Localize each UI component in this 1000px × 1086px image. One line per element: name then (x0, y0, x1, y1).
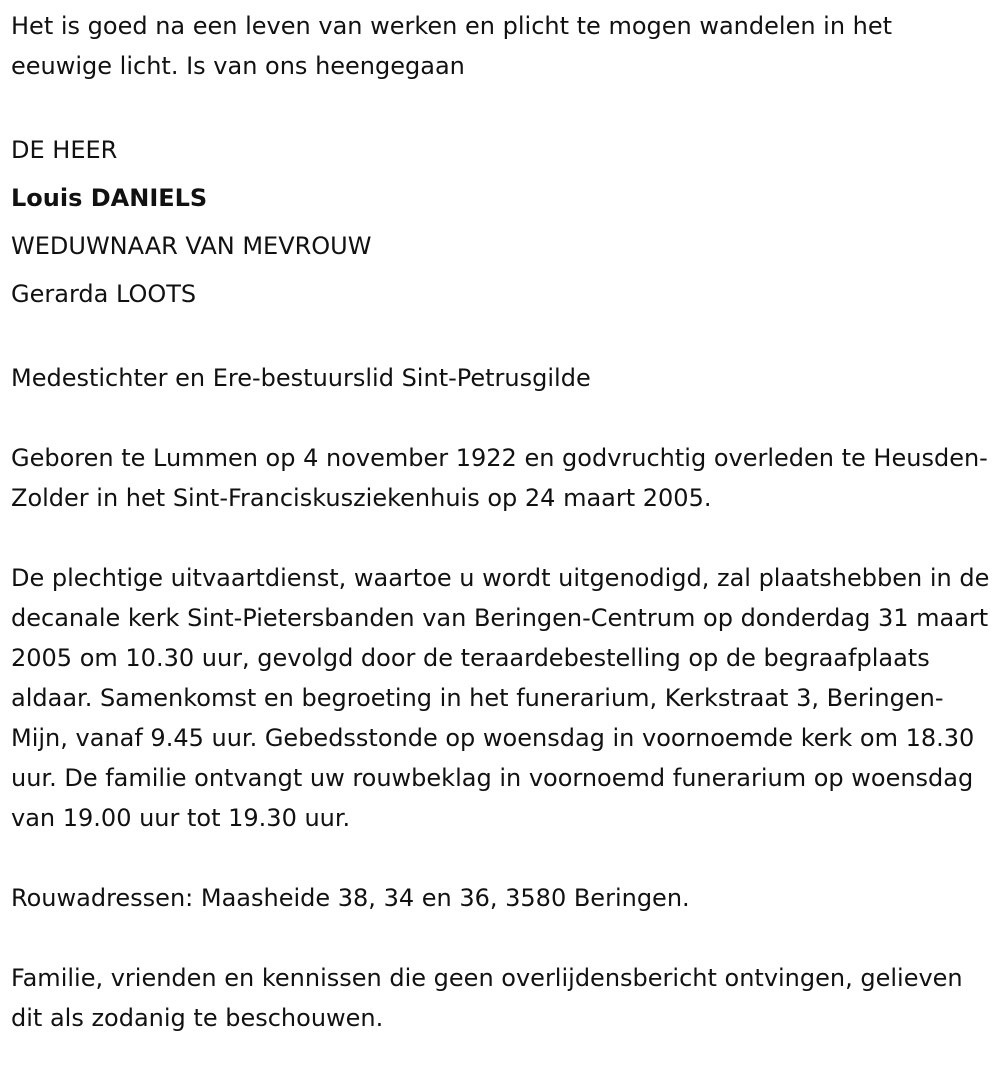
obituary-text (11, 6, 991, 1038)
role-line: Medestichter en Ere-bestuurslid Sint-Petrusgilde (11, 364, 591, 392)
relation-line: WEDUWNAAR VAN MEVROUW (11, 232, 372, 260)
spacer (11, 838, 991, 878)
closing-paragraph: Familie, vrienden en kennissen die geen overlijdensbericht ontvingen, gelieven dit als zodanig te beschouwen. (11, 964, 963, 1032)
ceremony-paragraph: De plechtige uitvaartdienst, waartoe u wordt uitgenodigd, zal plaatshebben in de decanale kerk Sint-Pietersbanden van Beringen-Centrum op donderdag 31 maart 2005 om 10.30 uur, gevolgd door de teraardebestelling op de begraafplaats aldaar. Samenkomst en begroeting in het funerarium, Kerkstraat 3, Beringen-Mijn, vanaf 9.45 uur. Gebedsstonde op woensdag in voornoemde kerk om 18.30 uur. De familie ontvangt uw rouwbeklag in voornoemd funerarium op woensdag van 19.00 uur tot 19.30 uur. (11, 564, 990, 832)
birth-death-paragraph: Geboren te Lummen op 4 november 1922 en godvruchtig overleden te Heusden-Zolder in het Sint-Franciskusziekenhuis op 24 maart 2005. (11, 444, 988, 512)
spacer (11, 918, 991, 958)
spacer (11, 398, 991, 438)
deceased-name: Louis DANIELS (11, 184, 208, 212)
spouse-name: Gerarda LOOTS (11, 280, 197, 308)
spacer (11, 518, 991, 558)
addresses-line: Rouwadressen: Maasheide 38, 34 en 36, 3580 Beringen. (11, 884, 690, 912)
spacer (11, 318, 991, 358)
title-prefix: DE HEER (11, 136, 118, 164)
intro-paragraph: Het is goed na een leven van werken en plicht te mogen wandelen in het eeuwige licht. Is van ons heengegaan (11, 12, 893, 80)
spacer (11, 86, 991, 126)
